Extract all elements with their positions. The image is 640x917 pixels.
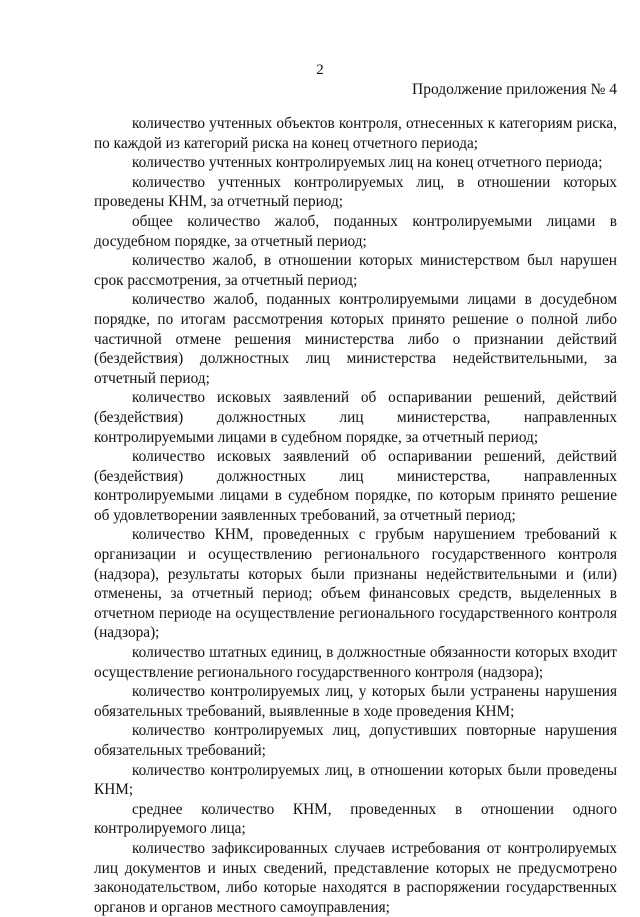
body-paragraph: количество контролируемых лиц, допустивших повторные нарушения обязательных требований;	[94, 722, 617, 759]
body-paragraph: количество контролируемых лиц, у которых были устранены нарушения обязательных требований, выявленные в ходе проведения КНМ;	[94, 683, 617, 720]
document-body	[94, 114, 617, 917]
body-paragraph: количество учтенных контролируемых лиц на конец отчетного периода;	[132, 154, 603, 172]
body-paragraph: количество жалоб, поданных контролируемыми лицами в досудебном порядке, по итогам рассмотрения которых принято решение о полной либо частичной отмене решения министерства либо о признании действий (бездействия) должностных лиц министерства недействительными, за отчетный период;	[94, 291, 617, 387]
appendix-continuation-header: Продолжение приложения № 4	[412, 81, 617, 98]
body-paragraph: количество контролируемых лиц, в отношении которых были проведены КНМ;	[94, 761, 617, 799]
body-paragraph: среднее количество КНМ, проведенных в отношении одного контролируемого лица;	[94, 800, 617, 838]
body-paragraph: количество зафиксированных случаев истребования от контролируемых лиц документов и иных сведений, представление которых не предусмотрено законодательством, либо которые находятся в распоряжении государственных органов и органов местного самоуправления;	[94, 839, 617, 916]
page-number: 2	[316, 62, 324, 78]
body-paragraph: количество исковых заявлений об оспаривании решений, действий (бездействия) должностных лиц министерства, направленных контролируемыми лицами в судебном порядке, по которым принято решение об удовлетворении заявленных требований, за отчетный период;	[94, 448, 617, 524]
body-paragraph: количество учтенных контролируемых лиц, в отношении которых проведены КНМ, за отчетный период;	[94, 173, 617, 211]
body-paragraph: количество учтенных объектов контроля, отнесенных к категориям риска, по каждой из категорий риска на конец отчетного периода;	[94, 115, 617, 152]
body-paragraph: количество КНМ, проведенных с грубым нарушением требований к организации и осуществлению регионального государственного контроля (надзора), результаты которых были признаны недействительными и (или) отменены, за отчетный период; объем финансовых средств, выделенных в отчетном периоде на осуществление регионального государственного контроля (надзора);	[94, 526, 617, 642]
body-paragraph: количество штатных единиц, в должностные обязанности которых входит осуществление регионального государственного контроля (надзора);	[94, 644, 617, 681]
body-paragraph: количество жалоб, в отношении которых министерством был нарушен срок рассмотрения, за отчетный период;	[94, 252, 617, 289]
body-paragraph: общее количество жалоб, поданных контролируемыми лицами в досудебном порядке, за отчетный период;	[94, 212, 617, 250]
body-paragraph: количество исковых заявлений об оспаривании решений, действий (бездействия) должностных лиц министерства, направленных контролируемыми лицами в судебном порядке, за отчетный период;	[94, 389, 617, 446]
